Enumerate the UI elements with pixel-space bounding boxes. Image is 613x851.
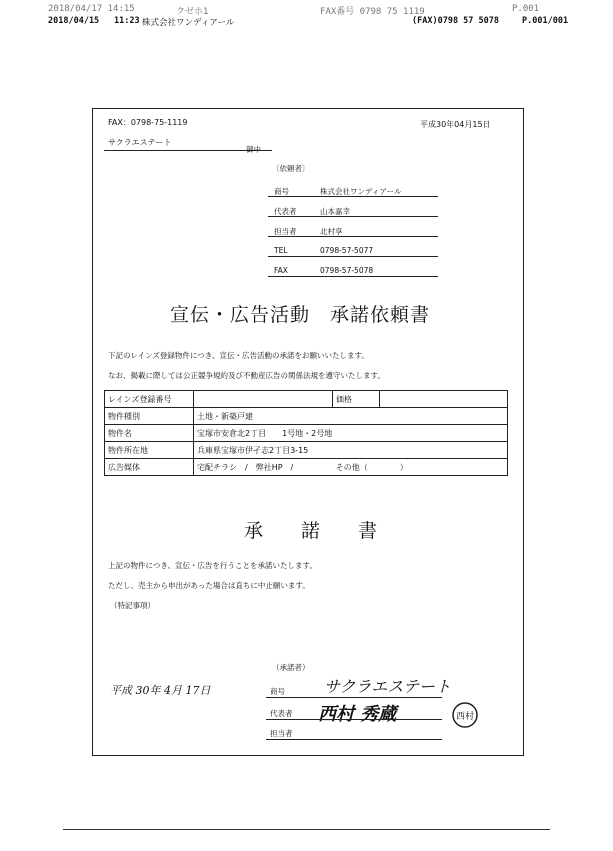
fax-number-1: FAX番号 0798 75 1119 xyxy=(320,7,425,17)
accepter-representative-signature: 西村 秀蔵 xyxy=(318,704,397,725)
special-note-label: （特記事項） xyxy=(110,601,155,610)
requester-row-value: 株式会社ワンディアール xyxy=(320,187,402,196)
requester-row-label: 担当者 xyxy=(274,227,297,236)
acceptance-line-2: ただし、売主から申出があった場合は直ちに中止願います。 xyxy=(108,581,310,590)
accepter-company-handwritten: サクラエステート xyxy=(324,677,452,696)
requester-row-line xyxy=(268,236,438,237)
requester-row-label: FAX xyxy=(274,266,288,275)
table-row-value: 土地・新築戸建 xyxy=(194,408,508,425)
seal-text: 西村 xyxy=(455,712,475,722)
requester-row-value: 0798-57-5078 xyxy=(320,266,374,275)
requester-row-value: 山本嘉幸 xyxy=(320,207,350,216)
acceptance-title: 承 諾 書 xyxy=(244,520,378,542)
media-other: その他（ ） xyxy=(335,462,408,472)
table-row xyxy=(105,442,508,459)
to-fax-number: FAX：0798-75-1119 xyxy=(108,118,188,127)
intro-line-2: なお、掲載に際しては公正競争規約及び不動産広告の関係法規を遵守いたします。 xyxy=(108,371,385,380)
document-title: 宣伝・広告活動 承諾依頼書 xyxy=(170,304,431,326)
fax-timestamp-1: 2018/04/17 14:15 xyxy=(48,4,135,14)
table-row-value: 宝塚市安倉北2丁目 1号地・2号地 xyxy=(194,425,508,442)
table-row-label: 広告媒体 xyxy=(105,459,194,476)
fax-time-2: 11:23 xyxy=(114,16,140,26)
accepter-row-label: 担当者 xyxy=(270,729,293,738)
fax-sender-name: 株式会社ワンディアール xyxy=(142,18,235,28)
fax-sender-code: クゼホ1 xyxy=(176,7,209,17)
table-row-label: 物件種別 xyxy=(105,408,194,425)
table-row-label: 物件所在地 xyxy=(105,442,194,459)
price-label: 価格 xyxy=(333,391,380,408)
table-row-label: 物件名 xyxy=(105,425,194,442)
reins-label: レインズ登録番号 xyxy=(105,391,194,408)
table-row-value: 兵庫県宝塚市伊孑志2丁目3-15 xyxy=(194,442,508,459)
acceptance-line-1: 上記の物件につき、宣伝・広告を行うことを承諾いたします。 xyxy=(108,561,317,570)
requester-row-line xyxy=(268,196,438,197)
table-row xyxy=(105,425,508,442)
table-row xyxy=(105,459,508,476)
property-table xyxy=(104,390,508,476)
table-row xyxy=(105,408,508,425)
fax-page-1: P.001 xyxy=(512,4,540,14)
requester-row-value: 北村享 xyxy=(320,227,343,236)
seal-stamp xyxy=(450,700,480,730)
requester-row-value: 0798-57-5077 xyxy=(320,246,374,255)
requester-row-label: 商号 xyxy=(274,187,289,196)
recipient-honorific: 御中 xyxy=(246,145,261,154)
accepter-row-line xyxy=(266,719,442,720)
fax-date-2: 2018/04/15 xyxy=(48,16,100,26)
requester-row-line xyxy=(268,256,438,257)
fax-page-2: P.001/001 xyxy=(522,16,569,26)
requester-row-label: 代表者 xyxy=(274,207,297,216)
requester-label: 〔依頼者〕 xyxy=(272,164,310,173)
requester-row-line xyxy=(268,216,438,217)
reins-value xyxy=(194,391,333,408)
intro-line-1: 下記のレインズ登録物件につき、宣伝・広告活動の承諾をお願いいたします。 xyxy=(108,351,369,360)
acceptance-date: 平成 30年 4月 17日 xyxy=(110,684,211,697)
bottom-rule xyxy=(63,829,550,830)
accepter-row-line xyxy=(266,739,442,740)
requester-row-label: TEL xyxy=(274,246,288,255)
accepter-row-label: 代表者 xyxy=(270,709,293,718)
accepter-row-label: 商号 xyxy=(270,687,285,696)
document-date: 平成30年04月15日 xyxy=(420,120,491,129)
accepter-label: （承諾者） xyxy=(272,663,310,672)
fax-number-2: (FAX)0798 57 5078 xyxy=(412,16,499,26)
price-value xyxy=(380,391,508,408)
accepter-row-line xyxy=(266,697,442,698)
table-row-value xyxy=(194,459,508,476)
recipient-name: サクラエステート xyxy=(108,138,172,147)
requester-row-line xyxy=(268,276,438,277)
media-values: 宅配チラシ / 弊社HP / xyxy=(197,462,294,472)
